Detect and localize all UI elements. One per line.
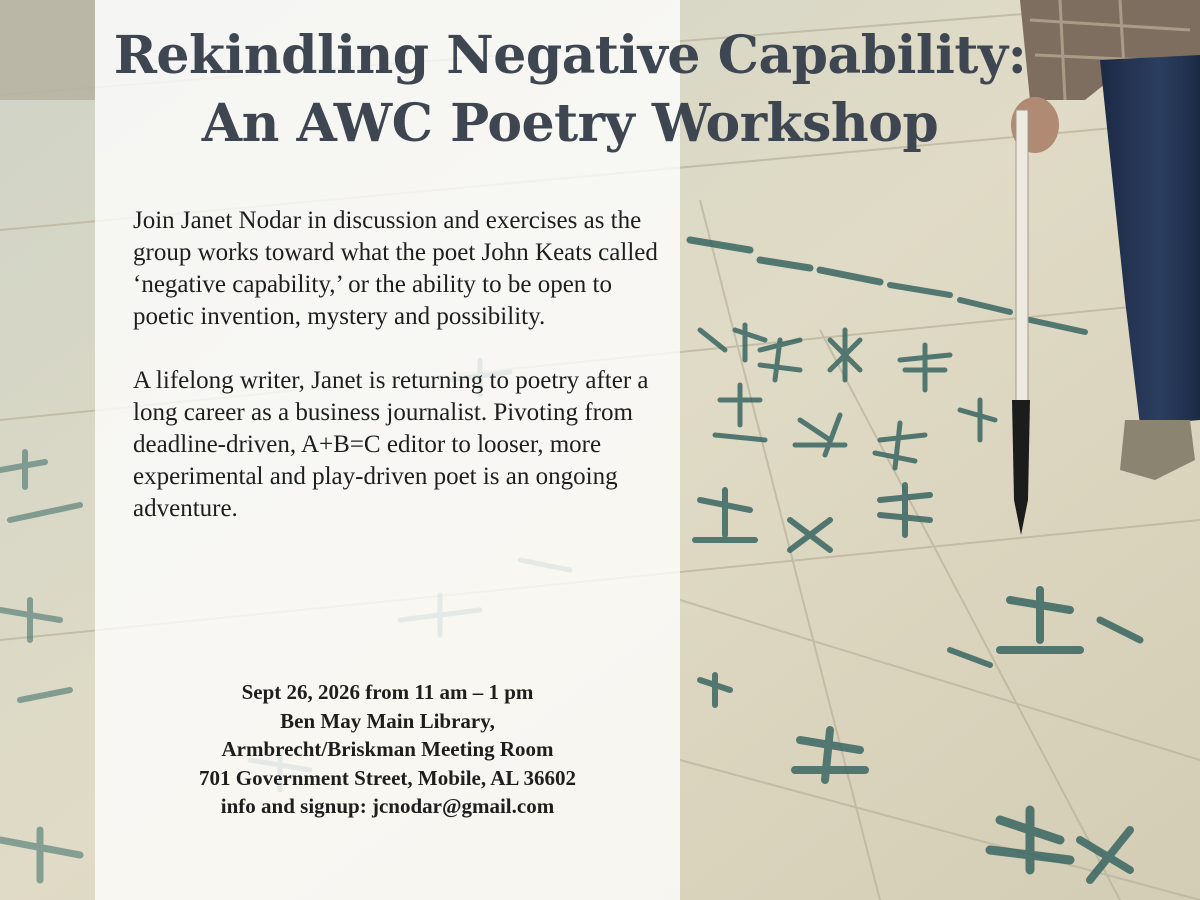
- title-line-2: An AWC Poetry Workshop: [201, 92, 939, 154]
- event-details: [95, 678, 680, 821]
- title-line-1: Rekindling Negative Capability:: [113, 25, 1027, 86]
- event-room: Armbrecht/Briskman Meeting Room: [221, 737, 554, 761]
- event-venue: Ben May Main Library,: [280, 708, 495, 733]
- event-date: Sept 26, 2026 from 11 am – 1 pm: [241, 680, 534, 704]
- description-paragraph: Join Janet Nodar in discussion and exercises as the group works toward what the poet John Keats called ‘negative capability,’ or the ability to be open to poetic invention, mystery and possibility.: [133, 207, 658, 330]
- event-description: [133, 205, 673, 525]
- event-address: 701 Government Street, Mobile, AL 36602: [199, 765, 576, 790]
- bio-paragraph: A lifelong writer, Janet is returning to poetry after a long career as a business journalist. Pivoting from deadline-driven, A+B=C editor to looser, more experimental and play-driven poet is an ongoing adventure.: [133, 367, 649, 522]
- event-contact: info and signup: jcnodar@gmail.com: [220, 794, 555, 818]
- event-title: [0, 22, 1140, 157]
